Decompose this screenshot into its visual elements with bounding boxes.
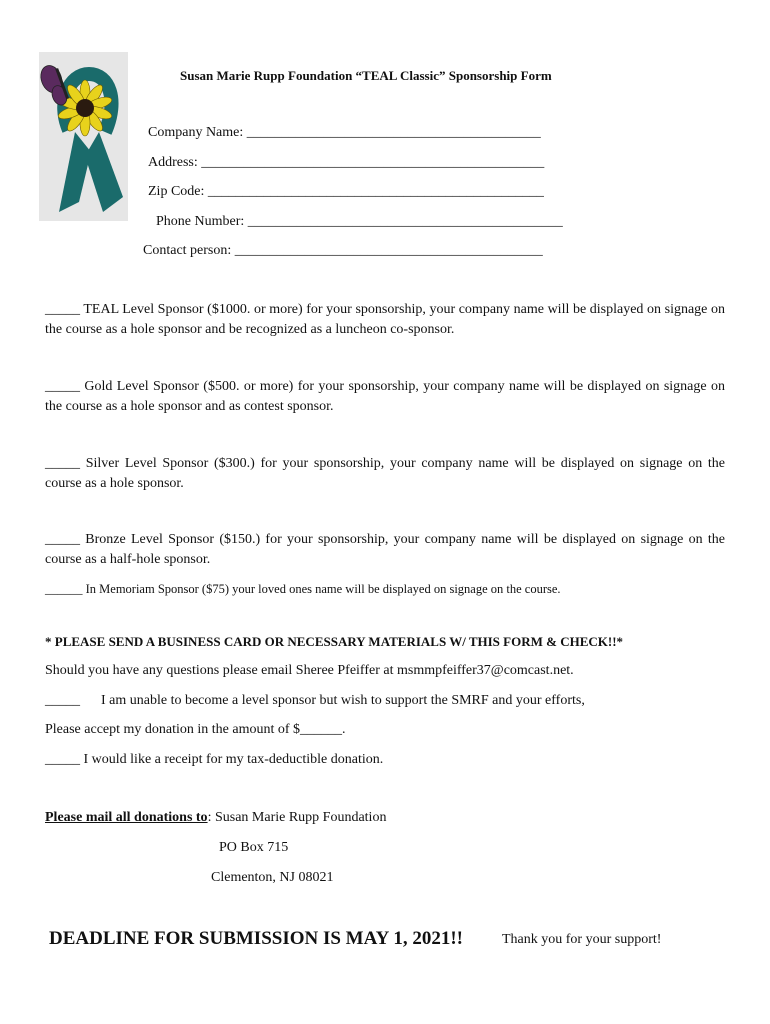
phone-number-line[interactable]: _____________________________________________ — [247, 214, 563, 229]
contact-person-label: Contact person: — [143, 243, 232, 258]
memoriam-level-blank[interactable]: ______ — [45, 582, 83, 596]
bronze-level-blank[interactable]: _____ — [45, 532, 80, 547]
mail-po-box: PO Box 715 — [219, 840, 289, 855]
materials-notice: * PLEASE SEND A BUSINESS CARD OR NECESSARY MATERIALS W/ THIS FORM & CHECK!!* — [45, 634, 624, 649]
mail-city: Clementon, NJ 08021 — [211, 870, 334, 885]
receipt-blank[interactable]: _____ — [45, 752, 80, 767]
contact-person-line[interactable]: ____________________________________________ — [234, 243, 543, 258]
phone-number-field[interactable] — [156, 214, 563, 230]
thank-you-text: Thank you for your support! — [502, 932, 662, 947]
donation-option[interactable] — [45, 693, 585, 709]
foundation-logo — [39, 52, 128, 221]
teal-ribbon-flower-butterfly-icon — [39, 52, 128, 221]
company-name-line[interactable]: __________________________________________ — [246, 125, 541, 140]
zip-code-label: Zip Code: — [148, 184, 205, 199]
donation-text: I am unable to become a level sponsor but wish to support the SMRF and your efforts, — [101, 693, 585, 708]
mail-recipient-name: Susan Marie Rupp Foundation — [214, 810, 387, 825]
contact-person-field[interactable] — [143, 243, 543, 259]
company-name-field[interactable] — [148, 125, 541, 141]
form-title: Susan Marie Rupp Foundation “TEAL Classic” Sponsorship Form — [180, 68, 552, 83]
company-name-label: Company Name: — [148, 125, 244, 140]
phone-number-label: Phone Number: — [156, 214, 245, 229]
address-line[interactable]: _________________________________________________ — [201, 155, 545, 170]
teal-level-option[interactable] — [45, 300, 725, 340]
mail-colon: : — [207, 810, 212, 825]
teal-level-blank[interactable]: _____ — [45, 302, 80, 317]
zip-code-field[interactable] — [148, 184, 544, 200]
memoriam-level-option[interactable] — [45, 579, 725, 599]
address-label: Address: — [148, 155, 198, 170]
questions-text: Should you have any questions please email Sheree Pfeiffer at msmmpfeiffer37@comcast.net. — [45, 663, 574, 678]
address-field[interactable] — [148, 155, 544, 171]
silver-level-option[interactable] — [45, 454, 725, 494]
bronze-level-text: Bronze Level Sponsor ($150.) for your sponsorship, your company name will be displayed on signage on the course as a half-hole sponsor. — [45, 532, 725, 567]
mail-label: Please mail all donations to — [45, 810, 208, 825]
mail-instructions — [45, 810, 386, 826]
bronze-level-option[interactable] — [45, 530, 725, 570]
memoriam-level-text: In Memoriam Sponsor ($75) your loved ones name will be displayed on signage on the course. — [85, 582, 561, 596]
silver-level-blank[interactable]: _____ — [45, 456, 80, 471]
receipt-option[interactable] — [45, 752, 383, 768]
gold-level-blank[interactable]: _____ — [45, 379, 80, 394]
silver-level-text: Silver Level Sponsor ($300.) for your sponsorship, your company name will be displayed on signage on the course as a hole sponsor. — [45, 456, 726, 491]
zip-code-line[interactable]: ________________________________________________ — [207, 184, 544, 199]
donation-blank[interactable]: _____ — [45, 693, 80, 708]
receipt-text: I would like a receipt for my tax-deductible donation. — [83, 752, 384, 767]
deadline-heading: DEADLINE FOR SUBMISSION IS MAY 1, 2021!! — [49, 928, 464, 949]
teal-level-text: TEAL Level Sponsor ($1000. or more) for your sponsorship, your company name will be displayed on signage on the course as a hole sponsor and be recognized as a luncheon co-sponsor. — [45, 302, 726, 337]
donation-amount-line[interactable]: Please accept my donation in the amount of $______. — [45, 722, 346, 737]
gold-level-option[interactable] — [45, 377, 725, 417]
gold-level-text: Gold Level Sponsor ($500. or more) for your sponsorship, your company name will be displayed on signage on the course as a hole sponsor and as contest sponsor. — [45, 379, 725, 414]
